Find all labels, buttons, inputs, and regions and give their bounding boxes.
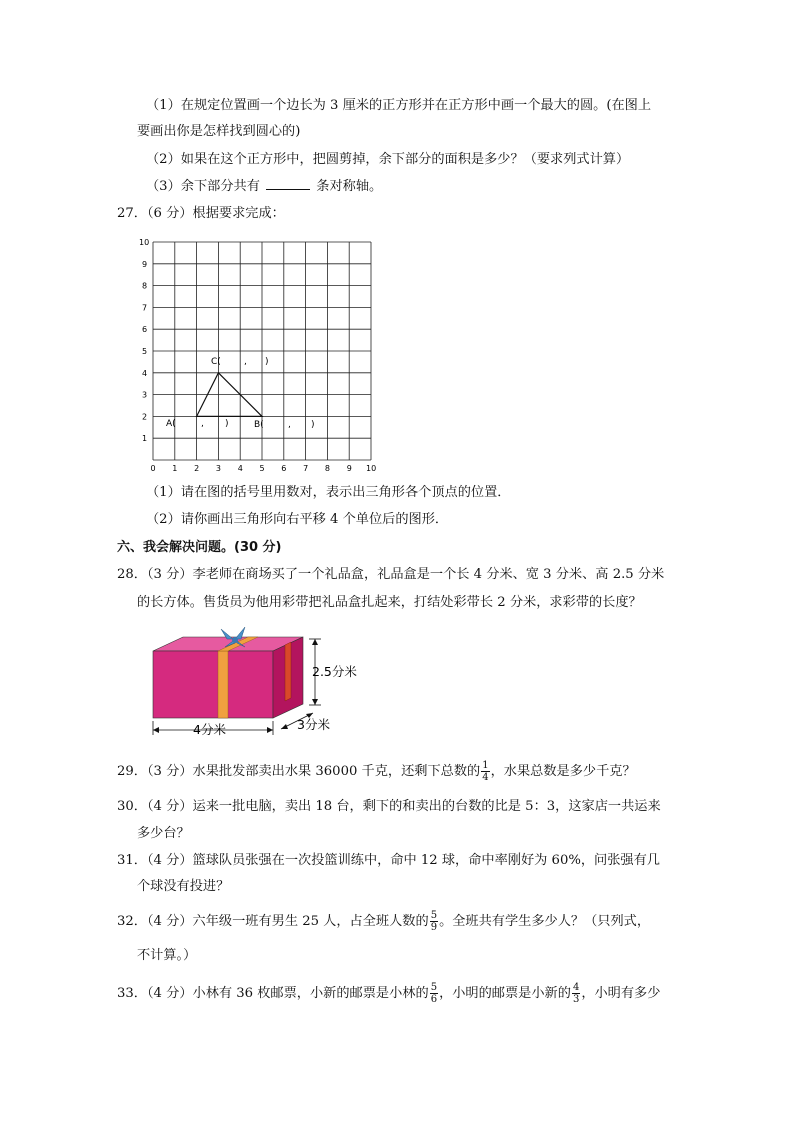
q26-part2: （2）如果在这个正方形中，把圆剪掉，余下部分的面积是多少？（要求列式计算）	[146, 152, 630, 167]
y-tick-label: 3	[142, 390, 148, 400]
height-arrow-bottom	[312, 699, 318, 705]
x-tick-label: 4	[237, 464, 243, 473]
y-tick-label: 1	[142, 434, 148, 444]
x-tick-label: 3	[215, 464, 221, 473]
fraction-numerator: 4	[572, 982, 580, 993]
fraction-denominator: 6	[430, 994, 438, 1005]
label-a-comma: ,	[201, 419, 204, 429]
q27-part1: （1）请在图的括号里用数对，表示出三角形各个顶点的位置．	[146, 485, 511, 500]
height-label: 2.5分米	[312, 664, 357, 679]
q31-number: 31．	[117, 853, 147, 868]
y-tick-label: 5	[142, 347, 148, 356]
q29-text-b: ，水果总数是多少千克？	[490, 764, 636, 779]
vertex-label-a	[166, 419, 229, 429]
fraction-denominator: 3	[572, 994, 580, 1005]
label-a: A(	[166, 419, 176, 429]
q31-line1	[117, 851, 660, 871]
x-axis-ticks	[151, 464, 377, 473]
fraction	[572, 982, 580, 1005]
q29-text-a: （3 分）水果批发部卖出水果 36000 千克，还剩下总数的	[146, 764, 481, 779]
x-tick-label: 7	[303, 464, 309, 473]
q31-line2: 个球没有投进？	[137, 879, 230, 894]
vertex-label-c	[211, 357, 269, 367]
width-label: 3分米	[297, 717, 330, 732]
fraction-denominator: 9	[430, 922, 438, 933]
q27-text: （6 分）根据要求完成：	[146, 206, 285, 221]
q26-part3	[146, 177, 382, 197]
q28-number: 28．	[117, 567, 147, 582]
ribbon-front	[218, 651, 228, 718]
y-tick-label: 6	[142, 325, 148, 335]
q33-number: 33．	[117, 986, 147, 1001]
q32-text-a: （4 分）六年级一班有男生 25 人，占全班人数的	[146, 914, 429, 929]
y-tick-label: 2	[142, 412, 148, 422]
x-tick-label: 8	[324, 464, 330, 473]
x-tick-label: 5	[259, 464, 265, 473]
q31-text-line1: （4 分）篮球队员张强在一次投篮训练中，命中 12 球，命中率刚好为 60%，问张强有几	[146, 853, 660, 868]
q30-line1	[117, 797, 661, 817]
q33-line1	[117, 982, 660, 1005]
q32-number: 32．	[117, 914, 147, 929]
y-tick-label: 8	[142, 281, 148, 291]
fraction	[430, 982, 438, 1005]
fraction-numerator: 5	[430, 910, 438, 921]
q30-text-line1: （4 分）运来一批电脑，卖出 18 台，剩下的和卖出的台数的比是 5：3，这家店一共运来	[146, 799, 661, 814]
x-tick-label: 6	[281, 464, 287, 473]
ribbon-side	[285, 642, 291, 701]
x-tick-label: 0	[150, 464, 156, 473]
label-c-close: )	[265, 357, 269, 367]
q27-part2: （2）请你画出三角形向右平移 4 个单位后的图形．	[146, 512, 449, 527]
label-b-close: )	[311, 420, 315, 430]
label-b-comma: ,	[288, 420, 291, 430]
coordinate-grid	[135, 230, 395, 480]
q26-part1-line2: 要画出你是怎样找到圆心的)	[137, 124, 301, 139]
label-c: C(	[211, 357, 221, 367]
length-arrow-left	[153, 727, 159, 733]
height-arrow-top	[312, 639, 318, 645]
length-label: 4分米	[193, 722, 226, 737]
q29	[117, 760, 636, 783]
q28-line1	[117, 565, 664, 585]
y-axis-ticks	[139, 238, 149, 443]
q32-line1	[117, 910, 650, 933]
q27-stem	[117, 204, 285, 224]
q33-text-c: ，小明有多少	[581, 986, 661, 1001]
fraction-numerator: 5	[430, 982, 438, 993]
q28-text-line1: （3 分）李老师在商场买了一个礼品盒，礼品盒是一个长 4 分米、宽 3 分米、高 2.5 分米	[146, 567, 665, 582]
answer-blank[interactable]	[266, 177, 310, 190]
fraction	[481, 760, 489, 783]
x-tick-label: 9	[346, 464, 352, 473]
fraction-numerator: 1	[482, 760, 489, 771]
q26-part3-text-b: 条对称轴。	[316, 179, 383, 194]
section-heading: 六、我会解决问题。(30 分)	[117, 540, 282, 555]
label-b: B(	[254, 420, 264, 430]
gift-box-figure	[145, 625, 385, 740]
length-arrow-right	[267, 727, 273, 733]
y-tick-label: 7	[142, 303, 148, 313]
q33-text-b: ，小明的邮票是小新的	[439, 986, 571, 1001]
y-tick-label: 9	[142, 259, 148, 269]
q32-text-b: 。全班共有学生多少人？（只列式，	[439, 914, 651, 929]
q30-number: 30．	[117, 799, 147, 814]
y-tick-label: 10	[139, 238, 150, 247]
q26-part1-line1: （1）在规定位置画一个边长为 3 厘米的正方形并在正方形中画一个最大的圆。(在图上	[146, 98, 652, 113]
label-c-comma: ,	[244, 357, 247, 367]
q30-line2: 多少台？	[137, 826, 190, 841]
q29-number: 29．	[117, 764, 147, 779]
q26-part3-text-a: （3）余下部分共有	[146, 179, 260, 194]
q33-text-a: （4 分）小林有 36 枚邮票，小新的邮票是小林的	[146, 986, 429, 1001]
label-a-close: )	[225, 419, 229, 429]
fraction-denominator: 4	[482, 772, 489, 783]
q32-line2: 不计算。）	[137, 948, 197, 963]
width-arrow-left	[281, 724, 288, 729]
y-tick-label: 4	[142, 368, 148, 378]
box-front-face	[153, 651, 273, 718]
x-tick-label: 2	[194, 464, 200, 473]
q27-number: 27．	[117, 206, 147, 221]
x-tick-label: 10	[366, 464, 377, 473]
fraction	[430, 910, 438, 933]
q28-line2: 的长方体。售货员为他用彩带把礼品盒扎起来，打结处彩带长 2 分米，求彩带的长度？	[137, 595, 642, 610]
x-tick-label: 1	[172, 464, 178, 473]
